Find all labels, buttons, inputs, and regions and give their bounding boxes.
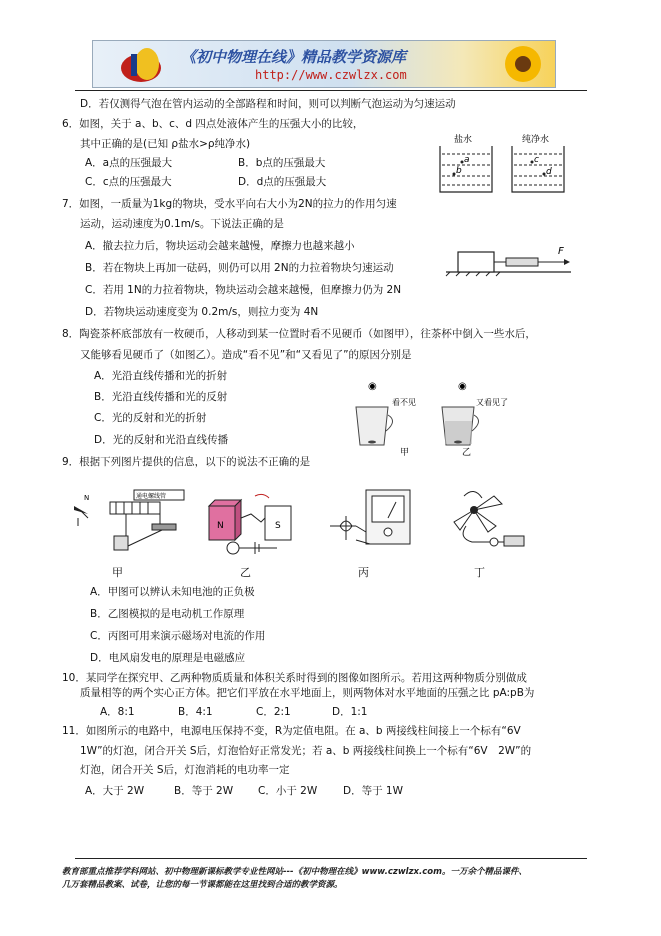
q6-stem: 6．如图，关于 a、b、c、d 四点处液体产生的压强大小的比较， bbox=[62, 118, 364, 130]
q6-stem-2: 其中正确的是(已知 ρ盐水>ρ纯净水) bbox=[80, 138, 251, 150]
q9-option-b: B．乙图模拟的是电动机工作原理 bbox=[90, 608, 245, 620]
logo-icon bbox=[113, 42, 173, 86]
sunflower-icon bbox=[493, 41, 553, 87]
q8-option-a: A．光沿直线传播和光的折射 bbox=[94, 370, 228, 382]
q10-stem: 10．某同学在探究甲、乙两种物质质量和体积关系时得到的图像如图所示。若用这两种物质分别做成 bbox=[62, 672, 527, 684]
q8-option-b: B．光沿直线传播和光的反射 bbox=[94, 391, 228, 403]
q8-caption-yi: 又看见了 bbox=[476, 398, 508, 407]
q11-stem: 11．如图所示的电路中，电源电压保持不变，R为定值电阻。在 a、b 两接线柱间接上一个标有“6V bbox=[62, 725, 521, 737]
q9-solenoid-label: 通电螺线管 bbox=[136, 493, 167, 500]
q9-figure-jia bbox=[66, 488, 196, 558]
q11-option-b: B．等于 2W bbox=[174, 785, 234, 797]
q9-magnet-s: S bbox=[275, 521, 281, 531]
q10-option-c: C．2:1 bbox=[256, 706, 291, 718]
q8-label-jia: 甲 bbox=[400, 448, 410, 458]
q8-option-d: D．光的反射和光沿直线传播 bbox=[94, 434, 229, 446]
q6-point-c: c bbox=[534, 155, 539, 165]
header-banner bbox=[92, 40, 556, 88]
header-url: http://www.czwlzx.com bbox=[255, 68, 407, 82]
footer-line-1: 教育部重点推荐学科网站、初中物理新课标教学专业性网站---《初中物理在线》www.czwlzx.com。一万余个精品课件、 bbox=[62, 867, 527, 877]
q7-force-label: F bbox=[558, 246, 564, 257]
q8-option-c: C．光的反射和光的折射 bbox=[94, 412, 207, 424]
q8-cups-figure bbox=[346, 375, 516, 458]
q10-option-a: A．8:1 bbox=[100, 706, 135, 718]
footer bbox=[62, 866, 602, 892]
q9-magnet-n: N bbox=[217, 521, 224, 531]
q8-caption-jia: 看不见 bbox=[392, 398, 416, 407]
q10-option-b: B．4:1 bbox=[178, 706, 213, 718]
q11-stem-2: 1W”的灯泡，闭合开关 S后，灯泡恰好正常发光；若 a、b 两接线柱间换上一个标有“6V 2W”的 bbox=[80, 745, 532, 757]
q6-option-b: B．b点的压强最大 bbox=[238, 157, 326, 169]
header-rule bbox=[75, 90, 587, 91]
q9-caption-bing: 丙 bbox=[358, 566, 369, 579]
q9-caption-jia: 甲 bbox=[112, 566, 123, 579]
q6-option-a: A．a点的压强最大 bbox=[85, 157, 173, 169]
q6-point-d: d bbox=[546, 167, 552, 177]
q8-label-yi: 乙 bbox=[462, 448, 472, 458]
q9-option-a: A．甲图可以辨认未知电池的正负极 bbox=[90, 586, 255, 598]
q7-option-c: C．若用 1N的力拉着物块，物块运动会越来越慢，但摩擦力仍为 2N bbox=[85, 284, 402, 296]
q8-eye-icon-left: ◉ bbox=[368, 381, 377, 392]
q8-stem-2: 又能够看见硬币了（如图乙）。造成“看不见”和“又看见了”的原因分别是 bbox=[80, 349, 412, 361]
q11-stem-3: 灯泡，闭合开关 S后，灯泡消耗的电功率一定 bbox=[80, 764, 290, 776]
q9-figure-yi bbox=[205, 492, 305, 562]
q7-option-d: D．若物块运动速度变为 0.2m/s，则拉力变为 4N bbox=[85, 306, 319, 318]
q6-option-d: D．d点的压强最大 bbox=[238, 176, 327, 188]
q5-option-d: D．若仅测得气泡在管内运动的全部路程和时间，则可以判断气泡运动为匀速运动 bbox=[80, 98, 456, 110]
footer-line-2: 几万套精品教案、试卷，让您的每一节课都能在这里找到合适的教学资源。 bbox=[62, 880, 343, 890]
q7-stem: 7．如图，一质量为1kg的物块，受水平向右大小为2N的拉力的作用匀速 bbox=[62, 198, 397, 210]
q8-stem: 8．陶瓷茶杯底部放有一枚硬币，人移动到某一位置时看不见硬币（如图甲），往茶杯中倒入一些水后， bbox=[62, 328, 536, 340]
q11-option-a: A．大于 2W bbox=[85, 785, 145, 797]
q9-stem: 9．根据下列图片提供的信息，以下的说法不正确的是 bbox=[62, 456, 311, 468]
q6-label-purewater: 纯净水 bbox=[522, 135, 550, 145]
header-title: 《初中物理在线》精品教学资源库 bbox=[181, 48, 407, 66]
q7-block-figure bbox=[446, 240, 576, 280]
q9-n-label: N bbox=[84, 494, 90, 502]
q6-option-c: C．c点的压强最大 bbox=[85, 176, 172, 188]
q9-caption-yi: 乙 bbox=[240, 566, 251, 579]
q9-caption-ding: 丁 bbox=[474, 566, 485, 579]
q7-option-a: A．撤去拉力后，物块运动会越来越慢，摩擦力也越来越小 bbox=[85, 240, 355, 252]
q9-figure-bing bbox=[326, 486, 426, 556]
footer-rule bbox=[75, 858, 587, 859]
q7-stem-2: 运动，运动速度为0.1m/s。下说法正确的是 bbox=[80, 218, 284, 230]
q10-option-d: D．1:1 bbox=[332, 706, 368, 718]
q6-label-saltwater: 盐水 bbox=[454, 135, 473, 145]
q10-stem-2: 质量相等的两个实心正方体。把它们平放在水平地面上，则两物体对水平地面的压强之比 pA:pB为 bbox=[80, 687, 535, 699]
q7-option-b: B．若在物块上再加一砝码，则仍可以用 2N的力拉着物块匀速运动 bbox=[85, 262, 394, 274]
q9-figure-ding bbox=[444, 486, 534, 556]
q11-option-c: C．小于 2W bbox=[258, 785, 318, 797]
q11-option-d: D．等于 1W bbox=[343, 785, 403, 797]
q9-option-d: D．电风扇发电的原理是电磁感应 bbox=[90, 652, 246, 664]
q6-point-a: a bbox=[464, 155, 470, 165]
q6-point-b: b bbox=[456, 166, 462, 176]
q6-containers-figure bbox=[432, 132, 572, 196]
q9-option-c: C．丙图可用来演示磁场对电流的作用 bbox=[90, 630, 266, 642]
q8-eye-icon-right: ◉ bbox=[458, 381, 467, 392]
